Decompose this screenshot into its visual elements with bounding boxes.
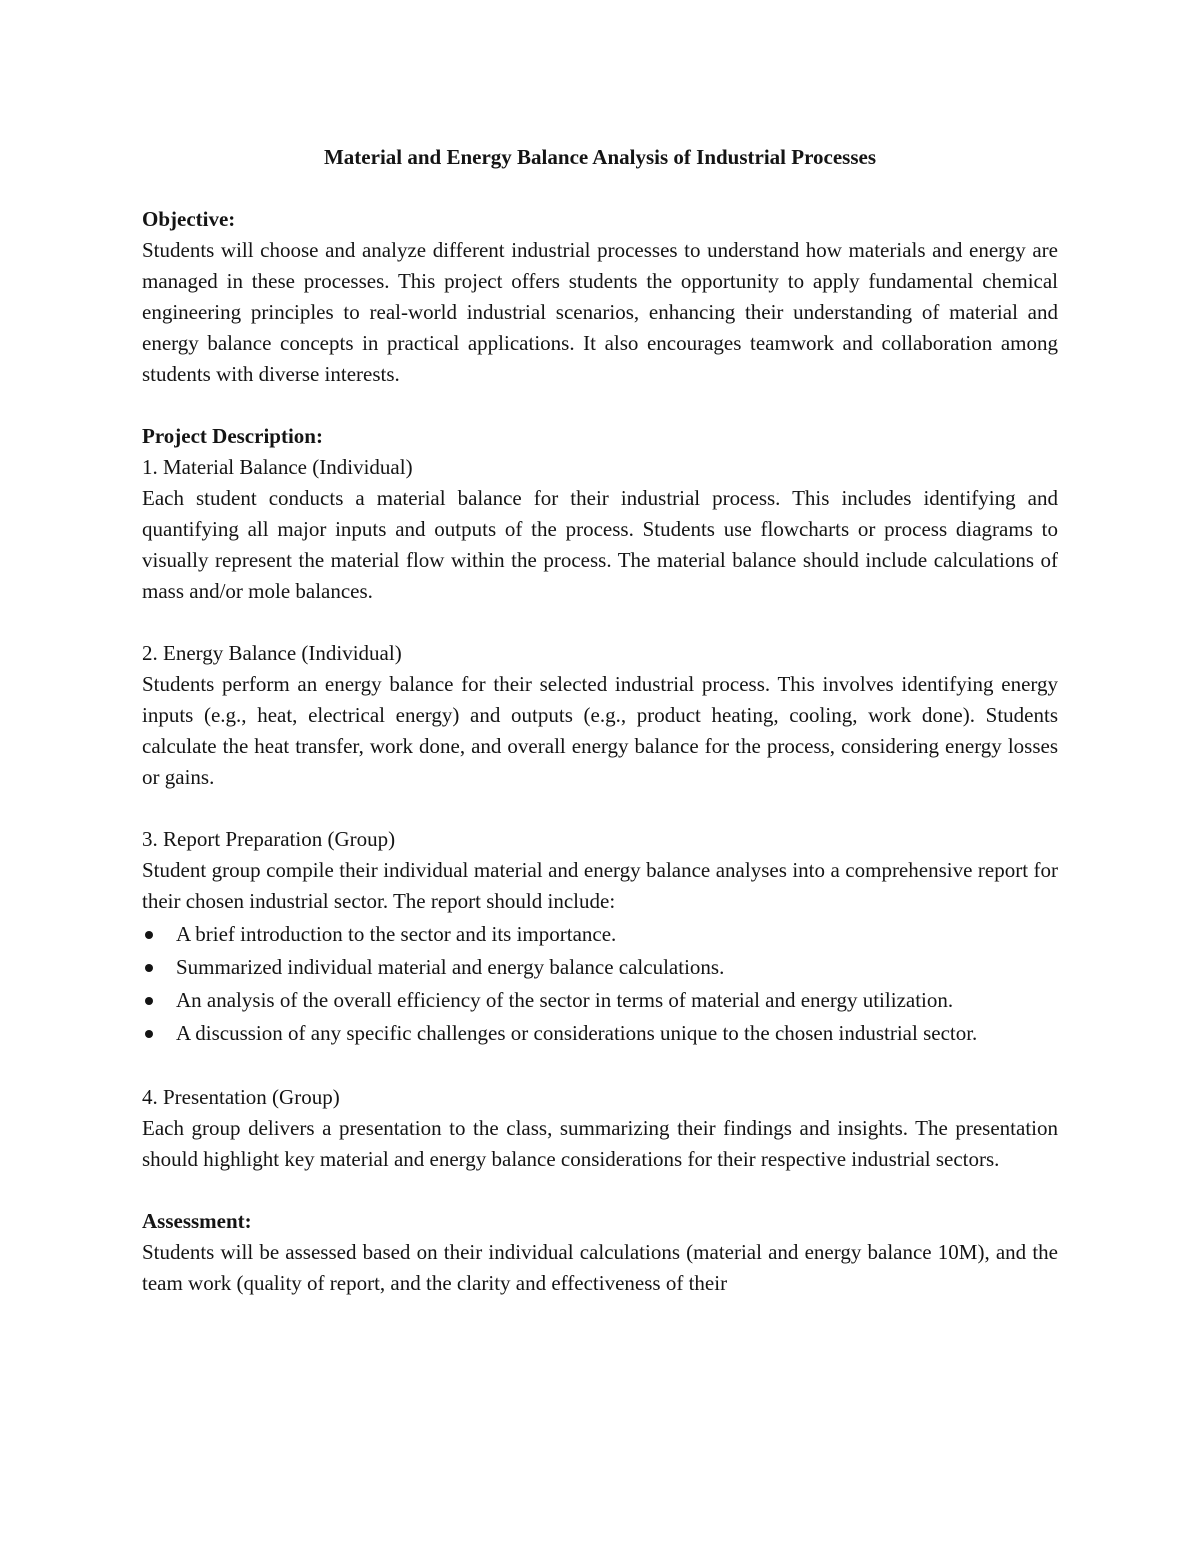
list-item	[142, 952, 1058, 983]
list-item	[142, 1018, 1058, 1049]
objective-text: Students will choose and analyze different industrial processes to understand how materials and energy are managed in these processes. This project offers students the opportunity to apply fundamental chemical engineering principles to real-world industrial scenarios, enhancing their understanding of material and energy balance concepts in practical applications. It also encourages teamwork and collaboration among students with diverse interests.	[142, 238, 1058, 386]
section-text-material-balance: Each student conducts a material balance for their industrial process. This includes identifying and quantifying all major inputs and outputs of the process. Students use flowcharts or process diagrams to visually represent the material flow within the process. The material balance should include calculations of mass and/or mole balances.	[142, 486, 1058, 603]
bullet-icon	[145, 1030, 153, 1038]
list-item	[142, 985, 1058, 1016]
list-item-text: A brief introduction to the sector and its importance.	[176, 922, 617, 946]
section-title-energy-balance: 2. Energy Balance (Individual)	[142, 641, 402, 665]
document-page	[142, 142, 1058, 1299]
section-title-report-preparation: 3. Report Preparation (Group)	[142, 827, 396, 851]
section-title-presentation: 4. Presentation (Group)	[142, 1085, 340, 1109]
list-item-text: An analysis of the overall efficiency of the sector in terms of material and energy utilization.	[176, 988, 954, 1012]
objective-heading: Objective:	[142, 207, 236, 231]
document-title: Material and Energy Balance Analysis of Industrial Processes	[323, 145, 877, 169]
assessment-heading: Assessment:	[142, 1209, 252, 1233]
list-item-text: Summarized individual material and energy balance calculations.	[176, 955, 725, 979]
bullet-icon	[145, 964, 153, 972]
bullet-icon	[145, 997, 153, 1005]
section-text-energy-balance: Students perform an energy balance for their selected industrial process. This involves identifying energy inputs (e.g., heat, electrical energy) and outputs (e.g., product heating, cooling, work done). Students calculate the heat transfer, work done, and overall energy balance for the process, considering energy losses or gains.	[142, 672, 1058, 789]
bullet-icon	[145, 931, 153, 939]
list-item-text: A discussion of any specific challenges or considerations unique to the chosen industrial sector.	[176, 1021, 978, 1045]
project-description-heading: Project Description:	[142, 424, 323, 448]
section-text-report-preparation: Student group compile their individual material and energy balance analyses into a comprehensive report for their chosen industrial sector. The report should include:	[142, 858, 1058, 913]
section-text-presentation: Each group delivers a presentation to the class, summarizing their findings and insights. The presentation should highlight key material and energy balance considerations for their respective industrial sectors.	[142, 1116, 1058, 1171]
list-item	[142, 919, 1058, 950]
assessment-text: Students will be assessed based on their individual calculations (material and energy balance 10M), and the team work (quality of report, and the clarity and effectiveness of their	[142, 1240, 1058, 1295]
section-title-material-balance: 1. Material Balance (Individual)	[142, 455, 413, 479]
report-requirements-list	[142, 919, 1058, 1049]
